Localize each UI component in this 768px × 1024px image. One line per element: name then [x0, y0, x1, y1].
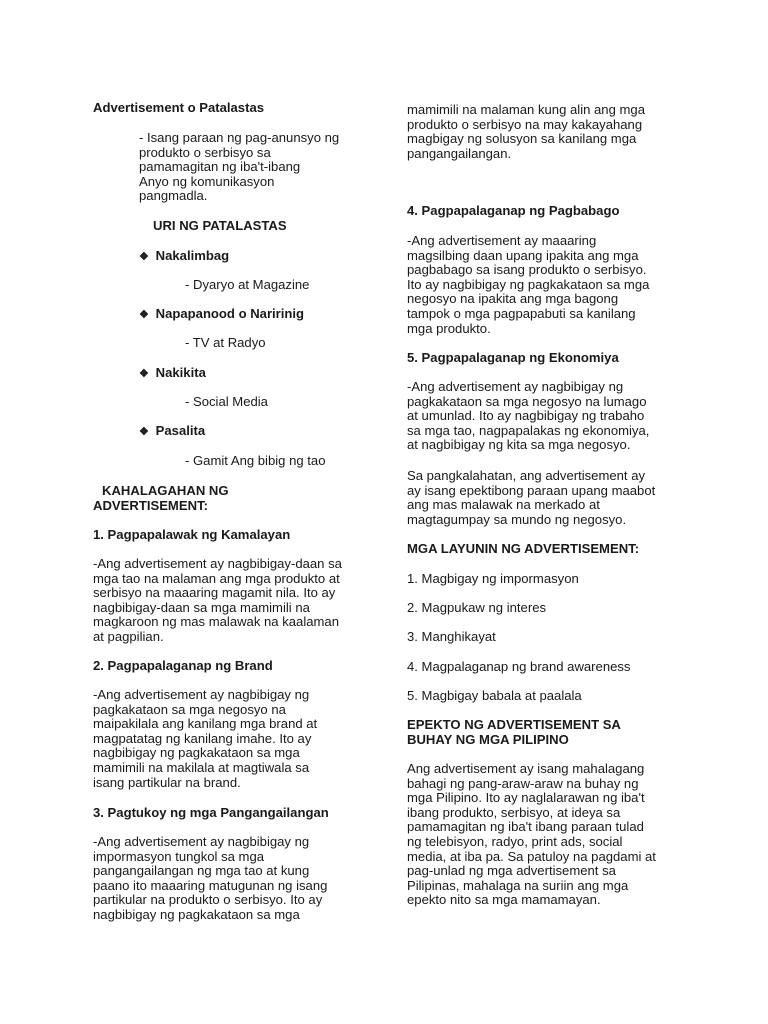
- type-item-4: [139, 424, 205, 440]
- section-heading-1: 1. Pagpapalawak ng Kamalayan: [93, 527, 291, 542]
- goal-item-2: 2. Magpukaw ng interes: [407, 600, 547, 615]
- section-heading-5: 5. Pagpapalaganap ng Ekonomiya: [407, 350, 619, 365]
- type-item-1: [139, 249, 229, 265]
- section-body-5: -Ang advertisement ay nagbibigay ng pagkakataon sa mga negosyo na lumago at umunlad. Ito ay nagbibigay ng trabaho sa mga tao, nagpapalakas ng ekonomiya, at nagbibigay ng kita sa mga negosyo.: [407, 379, 650, 453]
- type-name: Pasalita: [155, 423, 206, 438]
- type-example-3: - Social Media: [185, 394, 268, 409]
- type-name: Nakalimbag: [155, 248, 230, 263]
- type-item-3: [139, 366, 206, 382]
- definition-text: [139, 131, 339, 204]
- type-example-4: - Gamit Ang bibig ng tao: [185, 453, 326, 468]
- diamond-bullet-icon: ❖: [139, 426, 149, 438]
- diamond-bullet-icon: ❖: [139, 368, 149, 380]
- document-title: Advertisement o Patalastas: [93, 100, 265, 115]
- section-body-1: -Ang advertisement ay nagbibigay-daan sa mga tao na malaman ang mga produkto at serbisyo na maaaring magamit nila. Ito ay nagbibigay-daan sa mga mamimili na magkaroon ng mas malawak na kaalaman at pagpilian.: [93, 556, 342, 644]
- diamond-bullet-icon: ❖: [139, 251, 149, 263]
- section-body-3: -Ang advertisement ay nagbibigay ng impormasyon tungkol sa mga pangangailangan ng mga tao at kung paano ito maaaring matugunan ng isang partikular na produkto o serbisyo. Ito ay nagbibigay ng pagkakataon sa mga: [93, 834, 328, 922]
- importance-heading: KAHALAGAHAN NG ADVERTISEMENT:: [93, 483, 229, 513]
- effects-body: Ang advertisement ay isang mahalagang bahagi ng pang-araw-araw na buhay ng mga Pilipino. Ito ay naglalarawan ng iba't ibang produkto, serbisyo, at ideya sa pamamagitan ng iba't ibang paraan tulad ng telebisyon, radyo, print ads, social media, at iba pa. Sa patuloy na pagdami at pag-unlad ng mga advertisement sa Pilipinas, mahalaga na suriin ang mga epekto nito sa mga mamamayan.: [407, 761, 656, 908]
- type-example-2: - TV at Radyo: [185, 335, 266, 350]
- section-heading-3: 3. Pagtukoy ng mga Pangangailangan: [93, 805, 329, 820]
- section-heading-2: 2. Pagpapalaganap ng Brand: [93, 658, 273, 673]
- type-item-2: [139, 307, 304, 323]
- goal-item-5: 5. Magbigay babala at paalala: [407, 688, 582, 703]
- section-body-2: -Ang advertisement ay nagbibigay ng pagkakataon sa mga negosyo na maipakilala ang kanilang mga brand at magpatatag ng kanilang imahe. Ito ay nagbibigay ng pagkakataon sa mga mamimili na makilala at magtiwala sa isang partikular na brand.: [93, 687, 318, 790]
- goal-item-4: 4. Magpalaganap ng brand awareness: [407, 659, 631, 674]
- diamond-bullet-icon: ❖: [139, 309, 149, 321]
- summary-text: Sa pangkalahatan, ang advertisement ay ay isang epektibong paraan upang maabot ang mas malawak na merkado at magtagumpay sa mundo ng negosyo.: [407, 468, 656, 527]
- type-example-1: - Dyaryo at Magazine: [185, 277, 310, 292]
- type-name: Nakikita: [155, 365, 206, 380]
- goal-item-3: 3. Manghikayat: [407, 629, 496, 644]
- type-name: Napapanood o Naririnig: [155, 306, 305, 321]
- goals-heading: MGA LAYUNIN NG ADVERTISEMENT:: [407, 541, 640, 556]
- goal-item-1: 1. Magbigay ng impormasyon: [407, 571, 579, 586]
- effects-heading: EPEKTO NG ADVERTISEMENT SA BUHAY NG MGA PILIPINO: [407, 717, 621, 747]
- definition-body: - Isang paraan ng pag-anunsyo ng produktο o serbisyo sa pamamagitan ng iba't-ibang Anyo ng komunikasyon pangmadla.: [139, 130, 340, 204]
- continuation-text: mamimili na malaman kung alin ang mga produkto o serbisyo na may kakayahang magbigay ng solusyon sa kanilang mga pangangailangan.: [407, 102, 645, 161]
- types-heading: URI NG PATALASTAS: [153, 218, 287, 233]
- section-heading-4: 4. Pagpapalaganap ng Pagbabago: [407, 203, 620, 218]
- section-body-4: -Ang advertisement ay maaaring magsilbing daan upang ipakita ang mga pagbabago sa isang produkto o serbisyo. Ito ay nagbibigay ng pagkakataon sa mga negosyo na ipakita ang mga bagong tampok o mga pagpapabuti sa kanilang mga produkto.: [407, 233, 650, 336]
